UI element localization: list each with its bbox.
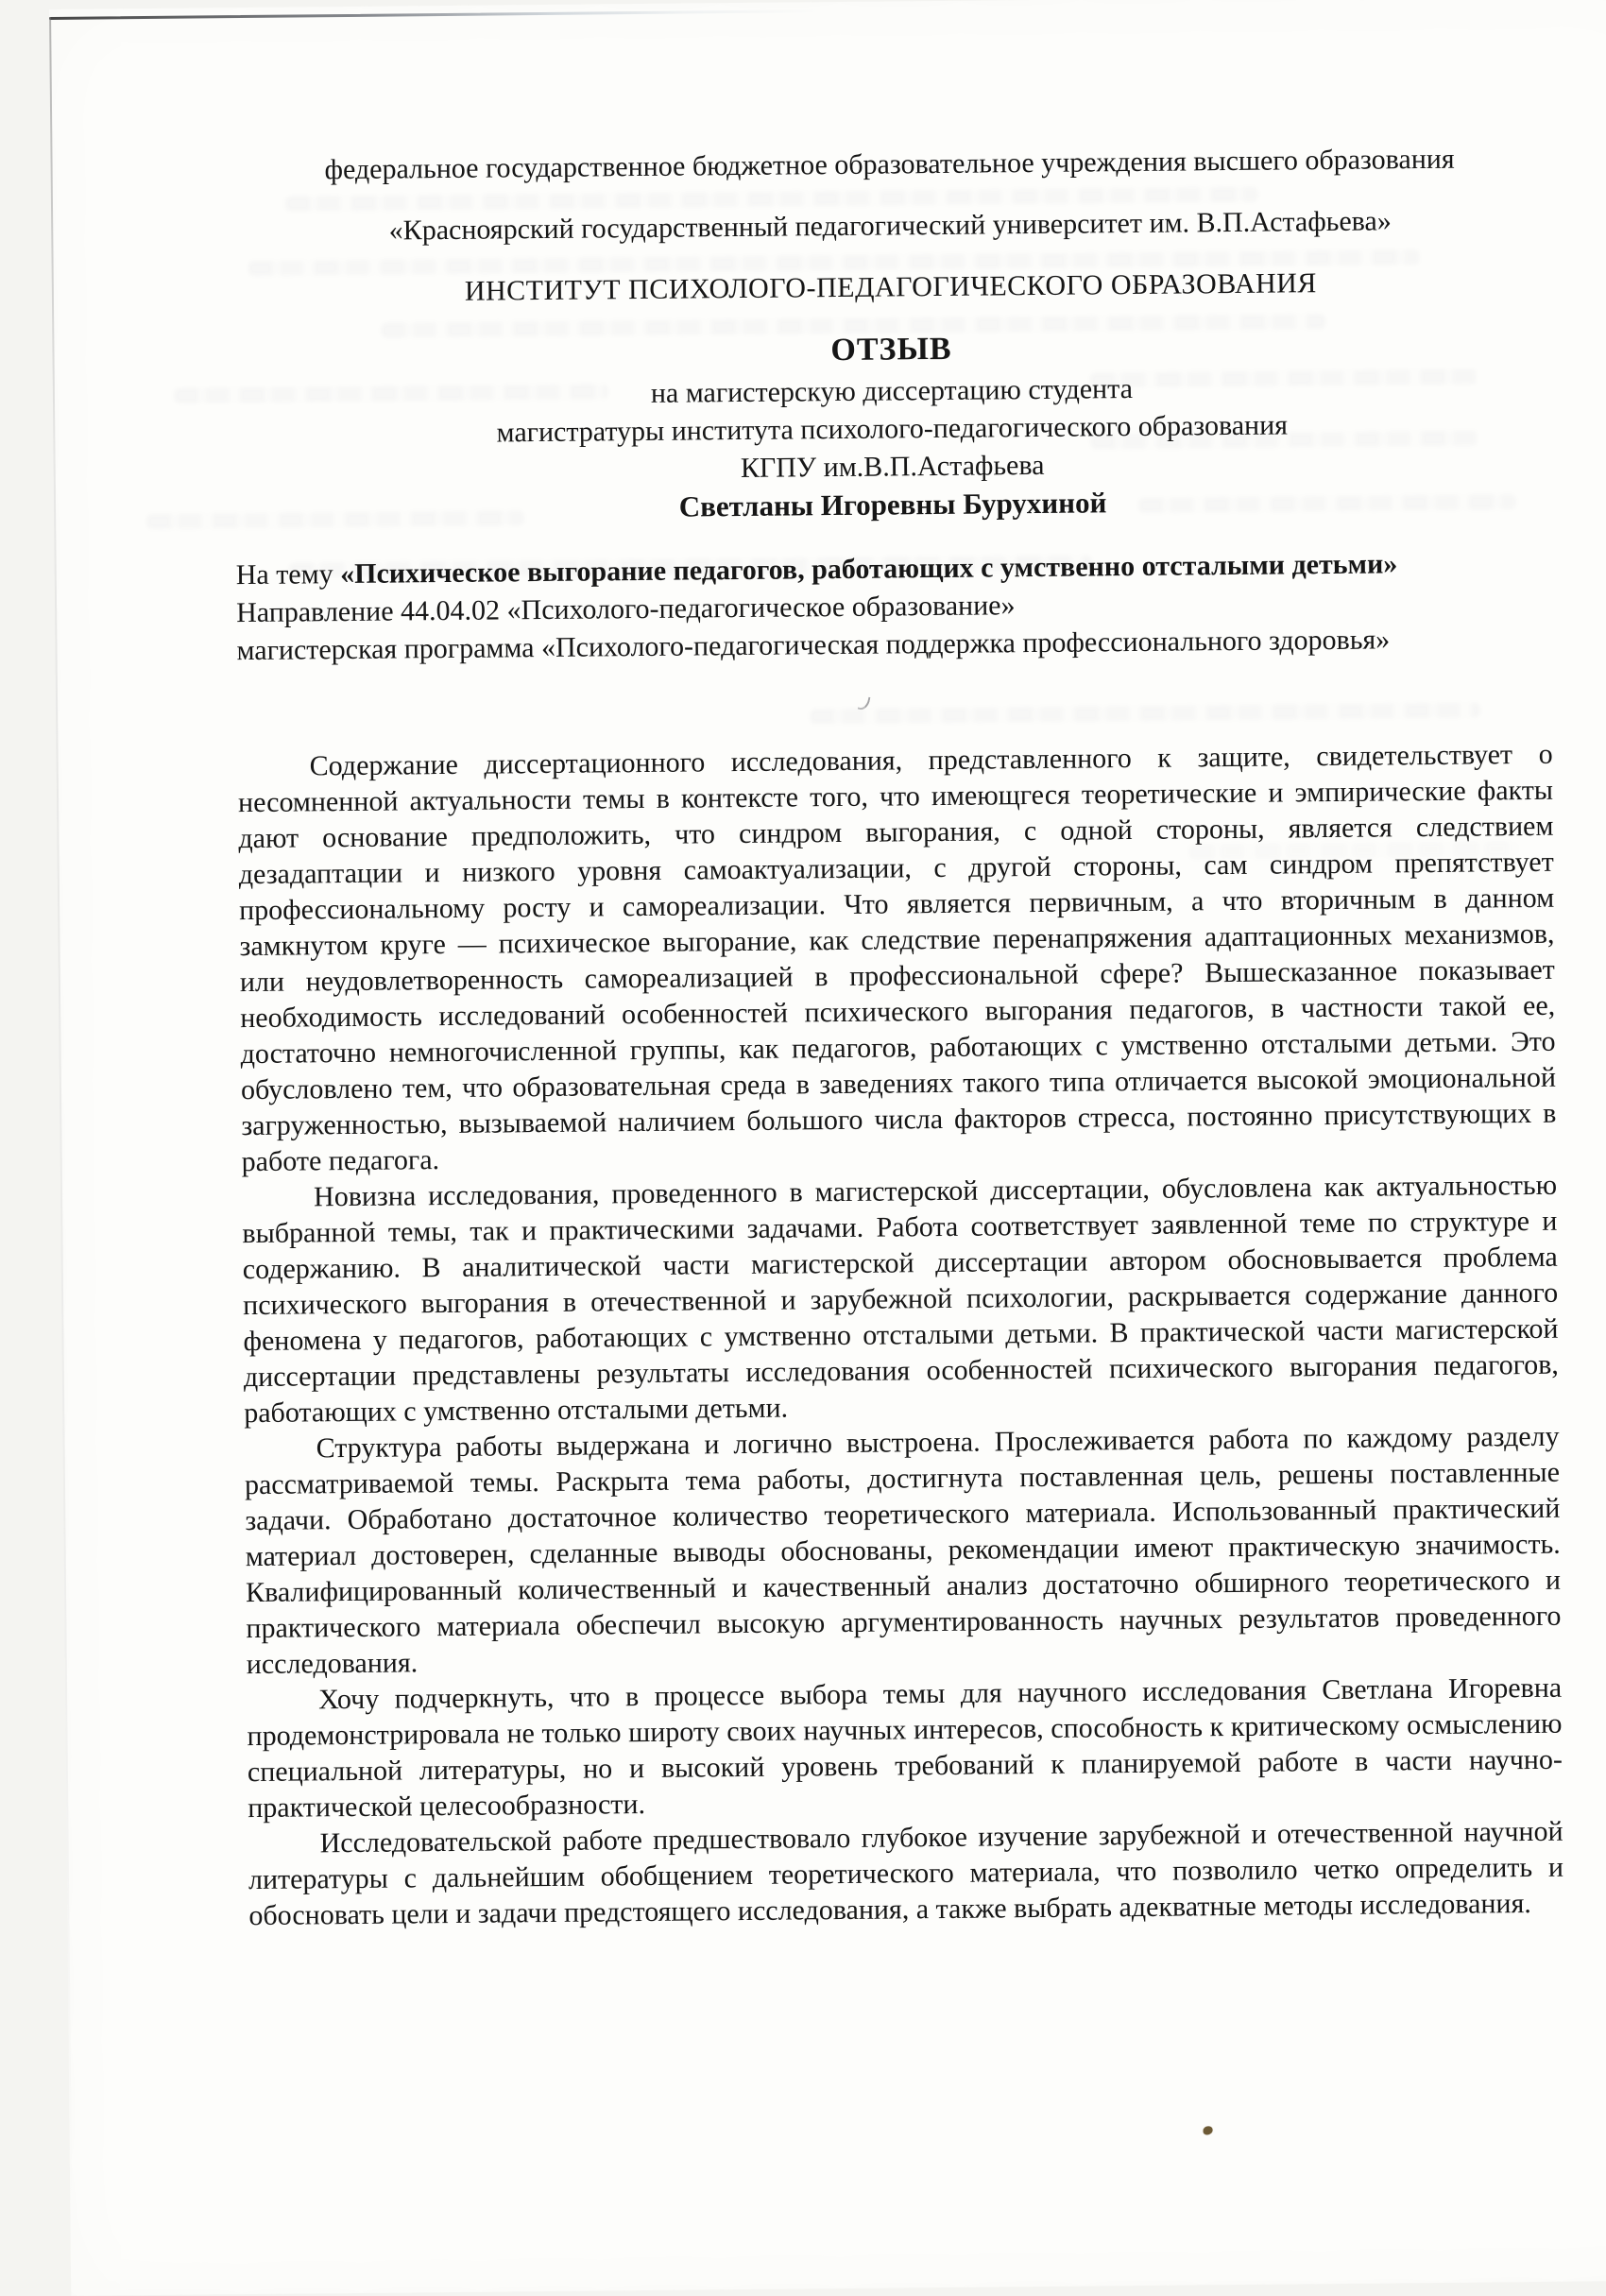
theme-prefix: На тему <box>235 558 341 591</box>
scanned-page <box>49 0 1606 2296</box>
topic-block <box>236 544 1552 670</box>
direction-line: Направление 44.04.02 «Психолого-педагогическое образование» <box>235 590 1016 629</box>
paragraph: Структура работы выдержана и логично выстроена. Прослеживается работа по каждому разделу рассматриваемой темы. Раскрыта тема работы, достигнута поставленная цель, решены поставленные задачи. Обработано достаточное количество теоретического материала. Использованный практический материал достоверен, сделанные выводы обоснованы, рекомендации имеют практическую значимость. Квалифицированный количественный и качественный анализ достаточно обширного теоретического и практического материала обеспечил высокую аргументированность научных результатов проведенного исследования. <box>244 1420 1562 1681</box>
institute-name-line: ИНСТИТУТ ПСИХОЛОГО-ПЕДАГОГИЧЕСКОГО ОБРАЗОВАНИЯ <box>464 267 1318 307</box>
thesis-theme-title: «Психическое выгорание педагогов, работающих с умственно отсталыми детьми» <box>339 548 1398 591</box>
review-body <box>238 737 1564 1934</box>
review-heading: ОТЗЫВ <box>830 331 952 368</box>
student-name: Светланы Игоревны Бурухиной <box>678 486 1107 523</box>
paragraph: Хочу подчеркнуть, что в процессе выбора темы для научного исследования Светлана Игоревна продемонстрировала не только широту своих научных интересов, способность к критическому осмыслению специальной литературы, но и высокий уровень требований к планируемой работе в части научно-практической целесообразности. <box>247 1671 1563 1825</box>
review-subtitle-line: на магистерскую диссертацию студента <box>650 373 1134 409</box>
review-title-block <box>233 321 1550 530</box>
organization-header <box>231 128 1548 324</box>
review-subtitle-line: КГПУ им.В.П.Астафьева <box>740 449 1045 484</box>
org-name-line: федеральное государственное бюджетное образовательное учреждения высшего образования <box>324 143 1455 186</box>
document-content <box>231 128 1563 1934</box>
university-name-line: «Красноярский государственный педагогический университет им. В.П.Астафьева» <box>388 205 1392 247</box>
paragraph: Содержание диссертационного исследования, представленного к защите, свидетельствует о несомненной актуальности темы в контексте того, что имеющгеся теоретические и эмпирические факты дают основание предположить, что синдром выгорания, с одной стороны, является следствием дезадаптации и низкого уровня самоактуализации, с другой стороны, сам синдром препятствует профессиональному росту и самореализации. Что является первичным, а что вторичным в данном замкнутом круге — психическое выгорание, как следствие перенапряжения адаптационных механизмов, или неудовлетворенность самореализацией в профессиональной сфере? Вышесказанное показывает необходимость исследований особенностей психического выгорания педагогов, в частности такой ее, достаточно немногочисленной группы, как педагогов, работающих с умственно отсталыми детьми. Это обусловлено тем, что образовательная среда в заведениях такого типа отличается высокой эмоциональной загруженностью, вызываемой наличием большого числа факторов стресса, постоянно присутствующих в работе педагога. <box>237 738 1557 1178</box>
paragraph: Исследовательской работе предшествовало глубокое изучение зарубежной и отечественной научной литературы с дальнейшим обобщением теоретического материала, что позволило четко определить и обосновать цели и задачи предстоящего исследования, а также выбрать адекватные методы исследования. <box>248 1815 1564 1932</box>
paragraph: Новизна исследования, проведенного в магистерской диссертации, обусловлена как актуальностью выбранной темы, так и практическими задачами. Работа соответствует заявленной теме по структуре и содержанию. В аналитической части магистерской диссертации автором обосновывается проблема психического выгорания в отечественной и зарубежной психологии, раскрывается содержание данного феномена у педагогов, работающих с умственно отсталыми детьми. В практической части магистерской диссертации представлены результаты исследования особенностей психического выгорания педагогов, работающих с умственно отсталыми детьми. <box>242 1169 1559 1430</box>
review-subtitle-line: магистратуры института психолого-педагогического образования <box>496 409 1289 449</box>
program-line: магистерская программа «Психолого-педагогическая поддержка профессионального здоровья» <box>236 624 1391 667</box>
scan-speck <box>1204 2126 1213 2134</box>
